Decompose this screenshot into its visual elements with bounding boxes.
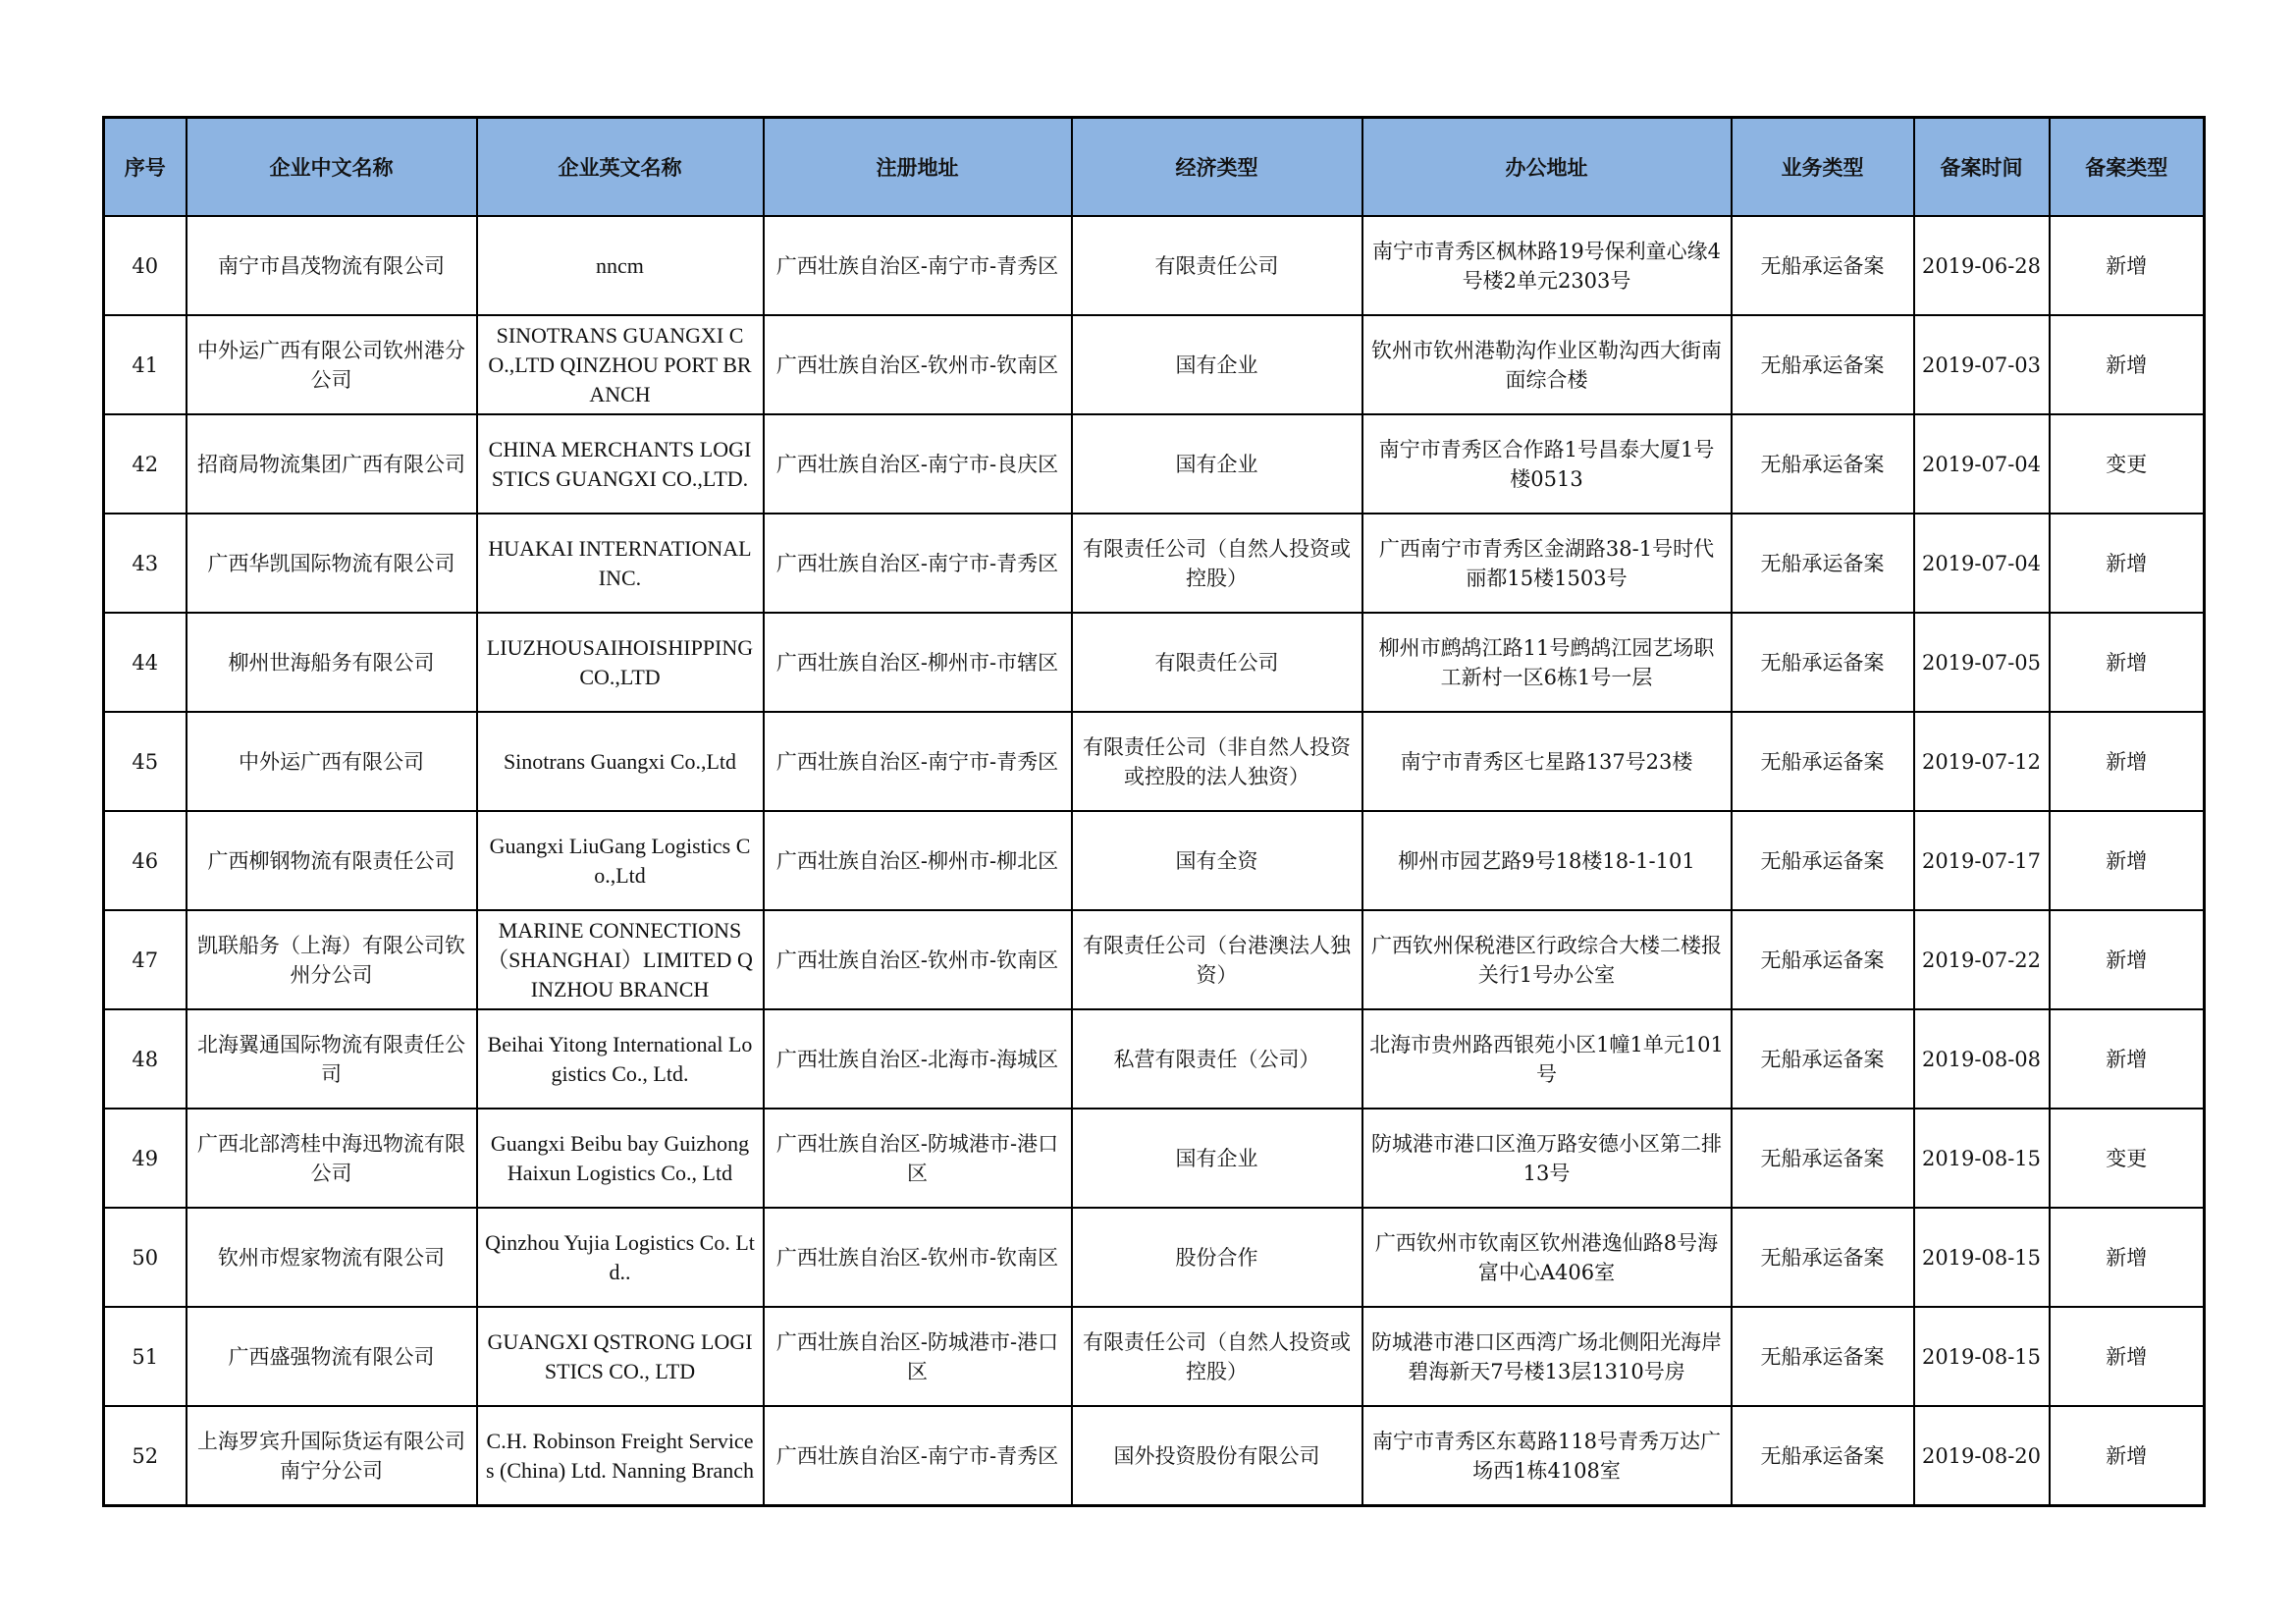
cell-office-addr: 南宁市青秀区合作路1号昌泰大厦1号楼0513: [1362, 414, 1732, 514]
cell-record-type: 新增: [2050, 315, 2205, 414]
cell-reg-addr: 广西壮族自治区-南宁市-青秀区: [764, 712, 1072, 811]
cell-date: 2019-08-15: [1914, 1109, 2050, 1208]
cell-office-addr: 南宁市青秀区枫林路19号保利童心缘4号楼2单元2303号: [1362, 216, 1732, 315]
cell-date: 2019-08-15: [1914, 1208, 2050, 1307]
cell-biz-type: 无船承运备案: [1732, 1109, 1914, 1208]
cell-en-name: Guangxi Beibu bay Guizhong Haixun Logistics Co., Ltd: [477, 1109, 764, 1208]
cell-office-addr: 钦州市钦州港勒沟作业区勒沟西大街南面综合楼: [1362, 315, 1732, 414]
cell-en-name: C.H. Robinson Freight Services (China) Ltd. Nanning Branch: [477, 1406, 764, 1506]
header-row: [104, 118, 2205, 217]
cell-cn-name: 广西盛强物流有限公司: [187, 1307, 477, 1406]
cell-biz-type: 无船承运备案: [1732, 514, 1914, 613]
cell-econ-type: 股份合作: [1072, 1208, 1362, 1307]
cell-no: 44: [104, 613, 187, 712]
cell-cn-name: 上海罗宾升国际货运有限公司南宁分公司: [187, 1406, 477, 1506]
cell-en-name: LIUZHOUSAIHOISHIPPINGCO.,LTD: [477, 613, 764, 712]
cell-biz-type: 无船承运备案: [1732, 414, 1914, 514]
cell-office-addr: 广西钦州市钦南区钦州港逸仙路8号海富中心A406室: [1362, 1208, 1732, 1307]
cell-en-name: MARINE CONNECTIONS（SHANGHAI）LIMITED QINZHOU BRANCH: [477, 910, 764, 1009]
cell-econ-type: 有限责任公司（台港澳法人独资）: [1072, 910, 1362, 1009]
cell-no: 40: [104, 216, 187, 315]
cell-econ-type: 国有企业: [1072, 414, 1362, 514]
cell-office-addr: 南宁市青秀区东葛路118号青秀万达广场西1栋4108室: [1362, 1406, 1732, 1506]
cell-econ-type: 有限责任公司（非自然人投资或控股的法人独资）: [1072, 712, 1362, 811]
table-row: [104, 1009, 2205, 1109]
cell-no: 50: [104, 1208, 187, 1307]
cell-econ-type: 国有全资: [1072, 811, 1362, 910]
table-row: [104, 1307, 2205, 1406]
cell-date: 2019-08-20: [1914, 1406, 2050, 1506]
cell-date: 2019-07-04: [1914, 514, 2050, 613]
cell-biz-type: 无船承运备案: [1732, 315, 1914, 414]
cell-reg-addr: 广西壮族自治区-柳州市-柳北区: [764, 811, 1072, 910]
table-row: [104, 811, 2205, 910]
cell-date: 2019-08-08: [1914, 1009, 2050, 1109]
cell-record-type: 新增: [2050, 712, 2205, 811]
cell-reg-addr: 广西壮族自治区-钦州市-钦南区: [764, 315, 1072, 414]
cell-record-type: 新增: [2050, 910, 2205, 1009]
cell-record-type: 新增: [2050, 216, 2205, 315]
cell-record-type: 新增: [2050, 1009, 2205, 1109]
cell-record-type: 变更: [2050, 1109, 2205, 1208]
cell-reg-addr: 广西壮族自治区-南宁市-青秀区: [764, 514, 1072, 613]
cell-date: 2019-07-12: [1914, 712, 2050, 811]
cell-record-type: 新增: [2050, 1307, 2205, 1406]
cell-record-type: 新增: [2050, 613, 2205, 712]
table-row: [104, 1208, 2205, 1307]
cell-cn-name: 招商局物流集团广西有限公司: [187, 414, 477, 514]
cell-no: 51: [104, 1307, 187, 1406]
cell-date: 2019-07-22: [1914, 910, 2050, 1009]
cell-econ-type: 有限责任公司: [1072, 216, 1362, 315]
cell-biz-type: 无船承运备案: [1732, 910, 1914, 1009]
registry-sheet: [102, 116, 2203, 1507]
cell-no: 52: [104, 1406, 187, 1506]
header-cell-reg-addr: 注册地址: [764, 118, 1072, 217]
cell-econ-type: 私营有限责任（公司）: [1072, 1009, 1362, 1109]
cell-cn-name: 广西柳钢物流有限责任公司: [187, 811, 477, 910]
header-cell-record-type: 备案类型: [2050, 118, 2205, 217]
cell-no: 47: [104, 910, 187, 1009]
cell-cn-name: 中外运广西有限公司: [187, 712, 477, 811]
cell-reg-addr: 广西壮族自治区-钦州市-钦南区: [764, 1208, 1072, 1307]
cell-cn-name: 中外运广西有限公司钦州港分公司: [187, 315, 477, 414]
cell-en-name: nncm: [477, 216, 764, 315]
cell-econ-type: 有限责任公司: [1072, 613, 1362, 712]
cell-reg-addr: 广西壮族自治区-柳州市-市辖区: [764, 613, 1072, 712]
cell-reg-addr: 广西壮族自治区-防城港市-港口区: [764, 1307, 1072, 1406]
cell-no: 46: [104, 811, 187, 910]
cell-biz-type: 无船承运备案: [1732, 712, 1914, 811]
cell-record-type: 新增: [2050, 1406, 2205, 1506]
cell-reg-addr: 广西壮族自治区-北海市-海城区: [764, 1009, 1072, 1109]
cell-reg-addr: 广西壮族自治区-南宁市-良庆区: [764, 414, 1072, 514]
cell-en-name: GUANGXI QSTRONG LOGISTICS CO., LTD: [477, 1307, 764, 1406]
cell-office-addr: 南宁市青秀区七星路137号23楼: [1362, 712, 1732, 811]
cell-econ-type: 国有企业: [1072, 315, 1362, 414]
cell-cn-name: 广西北部湾桂中海迅物流有限公司: [187, 1109, 477, 1208]
cell-record-type: 新增: [2050, 811, 2205, 910]
cell-record-type: 新增: [2050, 1208, 2205, 1307]
cell-office-addr: 防城港市港口区西湾广场北侧阳光海岸碧海新天7号楼13层1310号房: [1362, 1307, 1732, 1406]
cell-econ-type: 国有企业: [1072, 1109, 1362, 1208]
cell-en-name: Beihai Yitong International Logistics Co., Ltd.: [477, 1009, 764, 1109]
cell-biz-type: 无船承运备案: [1732, 1307, 1914, 1406]
cell-en-name: Qinzhou Yujia Logistics Co. Ltd..: [477, 1208, 764, 1307]
cell-date: 2019-07-03: [1914, 315, 2050, 414]
header-cell-biz-type: 业务类型: [1732, 118, 1914, 217]
cell-cn-name: 南宁市昌茂物流有限公司: [187, 216, 477, 315]
table-row: [104, 1109, 2205, 1208]
registry-table: [102, 116, 2206, 1507]
cell-cn-name: 广西华凯国际物流有限公司: [187, 514, 477, 613]
header-cell-cn-name: 企业中文名称: [187, 118, 477, 217]
table-row: [104, 613, 2205, 712]
cell-record-type: 新增: [2050, 514, 2205, 613]
cell-econ-type: 有限责任公司（自然人投资或控股）: [1072, 1307, 1362, 1406]
cell-biz-type: 无船承运备案: [1732, 216, 1914, 315]
cell-no: 49: [104, 1109, 187, 1208]
cell-no: 43: [104, 514, 187, 613]
cell-no: 41: [104, 315, 187, 414]
cell-no: 42: [104, 414, 187, 514]
cell-reg-addr: 广西壮族自治区-防城港市-港口区: [764, 1109, 1072, 1208]
cell-no: 45: [104, 712, 187, 811]
cell-cn-name: 凯联船务（上海）有限公司钦州分公司: [187, 910, 477, 1009]
cell-en-name: SINOTRANS GUANGXI CO.,LTD QINZHOU PORT BRANCH: [477, 315, 764, 414]
cell-no: 48: [104, 1009, 187, 1109]
cell-office-addr: 防城港市港口区渔万路安德小区第二排13号: [1362, 1109, 1732, 1208]
cell-date: 2019-08-15: [1914, 1307, 2050, 1406]
table-row: [104, 910, 2205, 1009]
table-row: [104, 1406, 2205, 1506]
header-cell-en-name: 企业英文名称: [477, 118, 764, 217]
table-row: [104, 315, 2205, 414]
cell-en-name: HUAKAI INTERNATIONAL INC.: [477, 514, 764, 613]
cell-office-addr: 广西钦州保税港区行政综合大楼二楼报关行1号办公室: [1362, 910, 1732, 1009]
cell-reg-addr: 广西壮族自治区-南宁市-青秀区: [764, 1406, 1072, 1506]
cell-cn-name: 钦州市煜家物流有限公司: [187, 1208, 477, 1307]
cell-date: 2019-06-28: [1914, 216, 2050, 315]
cell-office-addr: 广西南宁市青秀区金湖路38-1号时代丽都15楼1503号: [1362, 514, 1732, 613]
cell-econ-type: 国外投资股份有限公司: [1072, 1406, 1362, 1506]
cell-en-name: Sinotrans Guangxi Co.,Ltd: [477, 712, 764, 811]
header-cell-econ-type: 经济类型: [1072, 118, 1362, 217]
cell-cn-name: 北海翼通国际物流有限责任公司: [187, 1009, 477, 1109]
header-cell-no: 序号: [104, 118, 187, 217]
cell-biz-type: 无船承运备案: [1732, 1009, 1914, 1109]
cell-reg-addr: 广西壮族自治区-南宁市-青秀区: [764, 216, 1072, 315]
cell-cn-name: 柳州世海船务有限公司: [187, 613, 477, 712]
table-row: [104, 712, 2205, 811]
cell-reg-addr: 广西壮族自治区-钦州市-钦南区: [764, 910, 1072, 1009]
table-row: [104, 216, 2205, 315]
cell-office-addr: 柳州市园艺路9号18楼18-1-101: [1362, 811, 1732, 910]
cell-biz-type: 无船承运备案: [1732, 1208, 1914, 1307]
table-row: [104, 514, 2205, 613]
table-body: [104, 216, 2205, 1506]
header-cell-date: 备案时间: [1914, 118, 2050, 217]
cell-date: 2019-07-05: [1914, 613, 2050, 712]
cell-econ-type: 有限责任公司（自然人投资或控股）: [1072, 514, 1362, 613]
cell-biz-type: 无船承运备案: [1732, 613, 1914, 712]
cell-en-name: Guangxi LiuGang Logistics Co.,Ltd: [477, 811, 764, 910]
table-row: [104, 414, 2205, 514]
cell-date: 2019-07-04: [1914, 414, 2050, 514]
cell-biz-type: 无船承运备案: [1732, 1406, 1914, 1506]
cell-record-type: 变更: [2050, 414, 2205, 514]
cell-date: 2019-07-17: [1914, 811, 2050, 910]
cell-biz-type: 无船承运备案: [1732, 811, 1914, 910]
cell-office-addr: 北海市贵州路西银苑小区1幢1单元101号: [1362, 1009, 1732, 1109]
cell-office-addr: 柳州市鹧鸪江路11号鹧鸪江园艺场职工新村一区6栋1号一层: [1362, 613, 1732, 712]
cell-en-name: CHINA MERCHANTS LOGISTICS GUANGXI CO.,LTD.: [477, 414, 764, 514]
header-cell-office-addr: 办公地址: [1362, 118, 1732, 217]
